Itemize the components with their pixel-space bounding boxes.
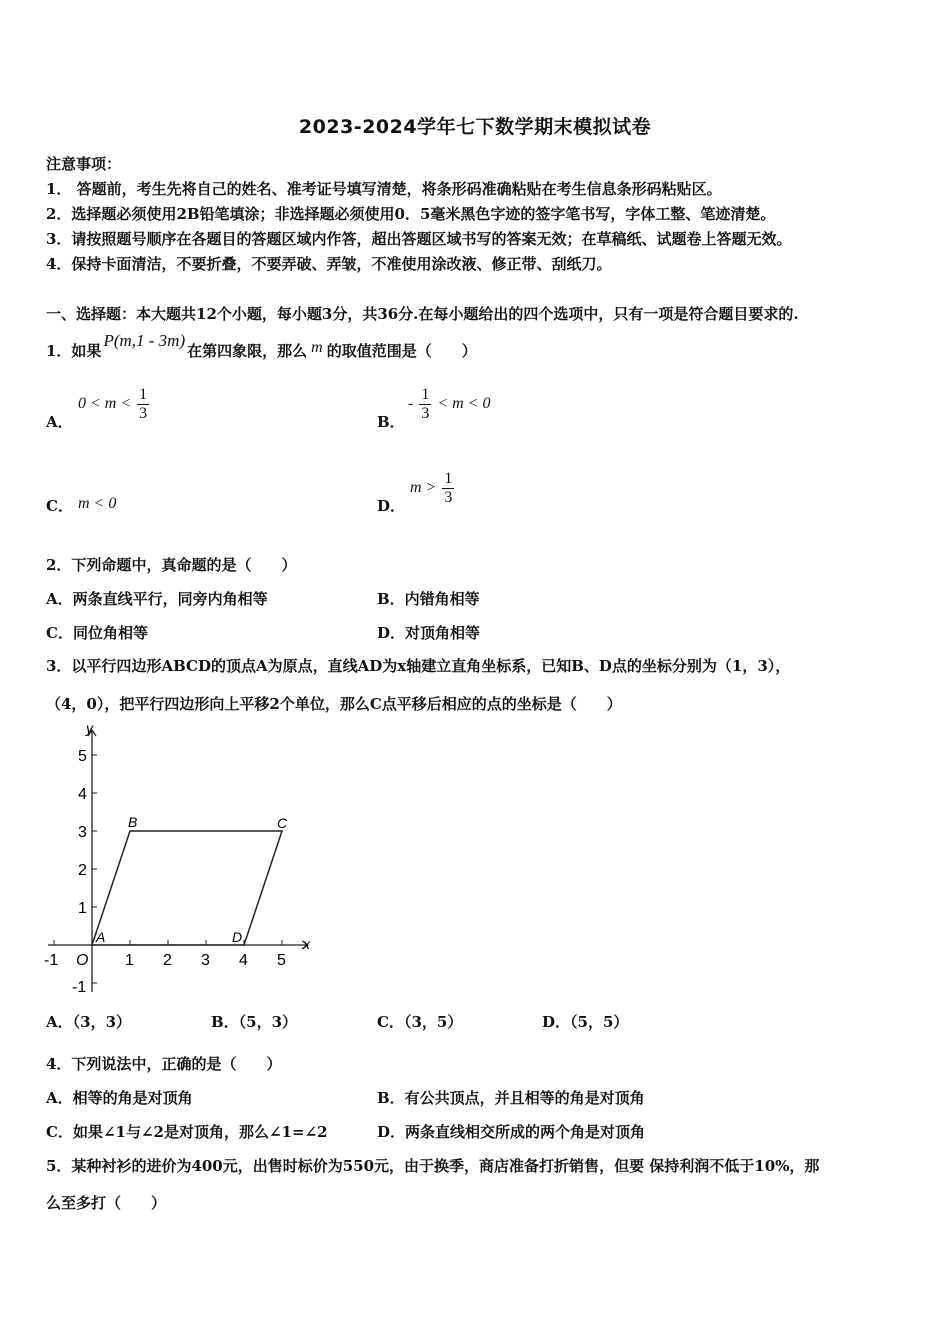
q2-option-d: D．对顶角相等 [377, 624, 481, 642]
q3-option-d: D．（5，5） [542, 1013, 629, 1031]
x-tick-label: 1 [125, 952, 134, 969]
question-5-line-2: 么至多打（ ） [46, 1194, 167, 1212]
q1-d-num: 1 [444, 470, 453, 487]
q1-b-fraction [419, 386, 431, 423]
question-4: 4．下列说法中，正确的是（ ） [46, 1055, 282, 1073]
q1-var: m [311, 339, 323, 356]
y-tick-label: 4 [78, 786, 87, 803]
q2-option-b: B．内错角相等 [377, 590, 480, 608]
q1-a-fraction [137, 386, 149, 423]
question-1 [46, 331, 477, 361]
notice-heading: 注意事项： [46, 155, 122, 173]
q1-d-fraction [442, 470, 454, 507]
q1-suffix: 的取值范围是（ ） [326, 342, 477, 360]
q1-a-den: 3 [139, 405, 148, 422]
q1-d-den: 3 [444, 489, 453, 506]
y-tick-label: 2 [78, 862, 87, 879]
question-3-line-1: 3．以平行四边形ABCD的顶点A为原点，直线AD为x轴建立直角坐标系，已知B、D点的坐标分别为（1，3）， [46, 657, 791, 675]
parallelogram-abcd [92, 831, 282, 945]
q1-b-den: 3 [421, 405, 430, 422]
x-tick-label: 5 [277, 952, 286, 969]
q1-option-a-label: A． [46, 413, 73, 431]
page-title: 2023-2024学年七下数学期末模拟试卷 [298, 116, 652, 138]
q1-option-a-expr [78, 386, 151, 423]
origin-label: O [76, 952, 89, 969]
q1-option-d-label: D． [377, 497, 406, 515]
q1-d-left: m > [410, 479, 441, 497]
q4-option-c: C．如果∠1与∠2是对顶角，那么∠1=∠2 [46, 1123, 328, 1141]
q2-option-c: C．同位角相等 [46, 624, 148, 642]
q1-option-c-label: C． [46, 497, 73, 515]
x-tick-label: -1 [44, 952, 59, 969]
parallelogram-figure [40, 720, 320, 1005]
q4-option-b: B．有公共顶点，并且相等的角是对顶角 [377, 1089, 645, 1107]
notice-item-4: 4．保持卡面清洁，不要折叠，不要弄破、弄皱，不准使用涂改液、修正带、刮纸刀。 [46, 255, 612, 273]
q3-option-c: C．（3，5） [377, 1013, 463, 1031]
q1-prefix: 1．如果 [46, 342, 102, 360]
q1-b-right: < m < 0 [433, 395, 491, 413]
question-3-line-2: （4，0），把平行四边形向上平移2个单位，那么C点平移后相应的点的坐标是（ ） [46, 695, 622, 713]
q1-option-c-expr: m < 0 [78, 495, 117, 512]
q1-option-d-expr [410, 470, 456, 507]
q3-option-b: B．（5，3） [211, 1013, 298, 1031]
q2-option-a: A．两条直线平行，同旁内角相等 [46, 590, 268, 608]
q4-option-a: A．相等的角是对顶角 [46, 1089, 193, 1107]
y-tick-label: -1 [72, 979, 87, 996]
y-tick-label: 3 [78, 824, 87, 841]
y-tick-label: 5 [78, 748, 87, 765]
q3-option-a: A．（3，3） [46, 1013, 132, 1031]
q1-option-b-label: B． [377, 413, 405, 431]
q1-b-left: - [408, 395, 418, 413]
x-tick-label: 3 [201, 952, 210, 969]
notice-item-2: 2．选择题必须使用2B铅笔填涂；非选择题必须使用0．5毫米黑色字迹的签字笔书写，字体工整、笔迹清楚。 [46, 205, 776, 223]
point-label-d: D [232, 929, 243, 945]
y-tick-label: 1 [78, 900, 87, 917]
x-tick-label: 4 [239, 952, 248, 969]
notice-item-1: 1． 答题前，考生先将自己的姓名、准考证号填写清楚，将条形码准确粘贴在考生信息条形码粘贴区。 [46, 180, 722, 198]
section-heading: 一、选择题：本大题共12个小题，每小题3分，共36分.在每小题给出的四个选项中，只有一项是符合题目要求的. [46, 305, 799, 323]
point-label-b: B [128, 814, 138, 830]
q4-option-d: D．两条直线相交所成的两个角是对顶角 [377, 1123, 646, 1141]
x-axis-label: x [303, 936, 310, 952]
q1-option-b-expr [408, 386, 490, 423]
question-5-line-1: 5．某种衬衫的进价为400元，出售时标价为550元，由于换季，商店准备打折销售，但要 保持利润不低于10%，那 [46, 1157, 820, 1175]
q1-a-left: 0 < m < [78, 395, 136, 413]
question-2: 2．下列命题中，真命题的是（ ） [46, 556, 297, 574]
q1-middle: 在第四象限，那么 [187, 342, 308, 360]
q1-a-num: 1 [139, 386, 148, 403]
notice-item-3: 3．请按照题号顺序在各题目的答题区域内作答，超出答题区域书写的答案无效；在草稿纸、试题卷上答题无效。 [46, 230, 792, 248]
y-axis-label: y [86, 720, 93, 736]
q1-point: P(m,1 - 3m) [103, 331, 186, 350]
q1-b-num: 1 [421, 386, 430, 403]
point-label-a: A [96, 929, 106, 945]
x-tick-label: 2 [163, 952, 172, 969]
point-label-c: C [277, 815, 288, 831]
